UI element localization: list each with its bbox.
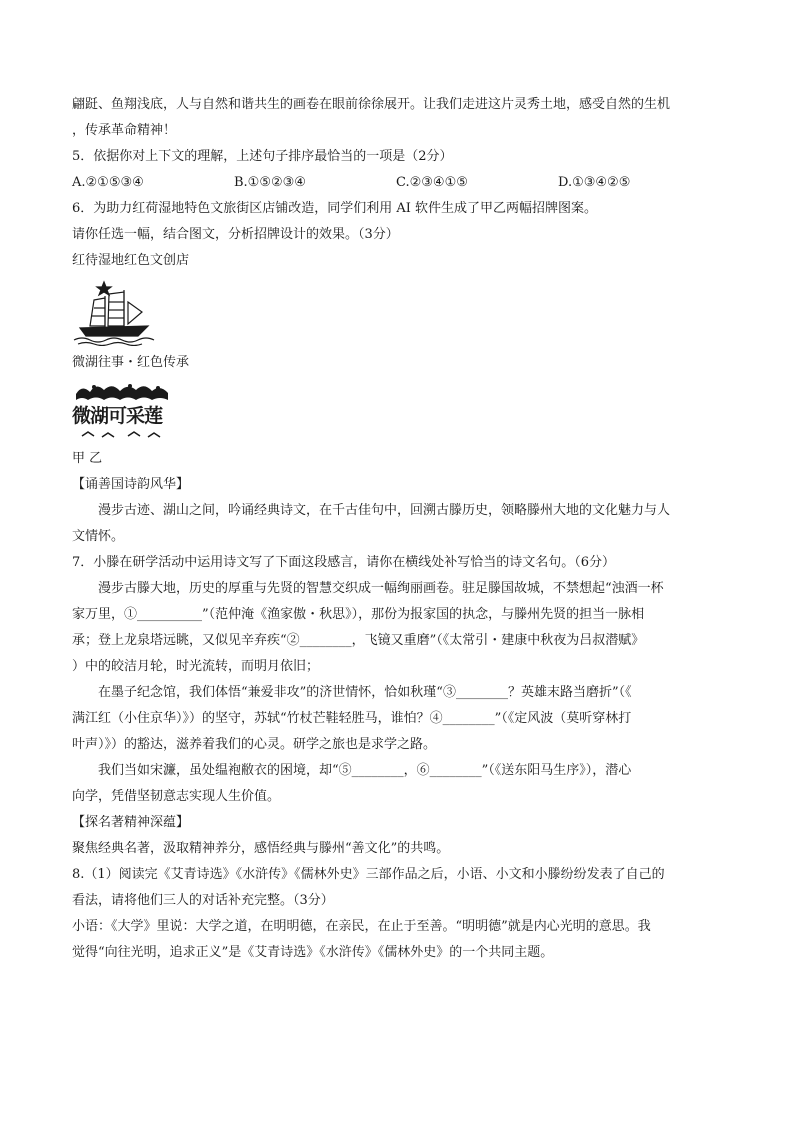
sign-yi-text: 微湖可采莲	[72, 405, 163, 427]
section-heading: 【诵善国诗韵风华】	[72, 477, 190, 492]
paragraph: 向学，凭借坚韧意志实现人生价值。	[72, 789, 281, 804]
section-heading: 【探名著精神深蕴】	[72, 815, 190, 830]
question-6-prompt: 请你任选一幅，结合图文，分析招牌设计的效果。（3分）	[72, 227, 399, 242]
text-line: ，传承革命精神！	[72, 123, 177, 138]
option-d: D.①③④②⑤	[558, 175, 631, 190]
paragraph: 叶声）》）的豁达，滋养着我们的心灵。研学之旅也是求学之路。	[72, 737, 437, 752]
sign-jia-image	[72, 278, 156, 346]
paragraph: 家万里，①__________”（范仲淹《渔家傲・秋思》），那份为报家国的执念，与滕州先贤的担当一脉相	[72, 607, 645, 622]
paragraph: 漫步古滕大地，历史的厚重与先贤的智慧交织成一幅绚丽画卷。驻足滕国故城，不禁想起“浊酒一杯	[98, 581, 664, 596]
paragraph: 聚焦经典名著，汲取精神养分，感悟经典与滕州“善文化”的共鸣。	[72, 841, 450, 856]
sign-jia-title: 红待湿地红色文创店	[72, 253, 190, 268]
paragraph: 我们当如宋濂，虽处缊袍敝衣的困境，却“⑤________，⑥________”（《送东阳马生序》），潜心	[98, 763, 632, 778]
option-c: C.②③④①⑤	[396, 175, 468, 190]
sign-yi-title: 微湖往事・红色传承	[72, 355, 190, 370]
paragraph: 觉得“向往光明，追求正义”是《艾青诗选》《水浒传》《儒林外史》的一个共同主题。	[72, 945, 554, 960]
sailboat-icon	[72, 278, 156, 346]
document-page	[72, 92, 726, 966]
option-a: A.②①⑤③④	[72, 175, 144, 190]
paragraph: 漫步古迹、湖山之间，吟诵经典诗文，在千古佳句中，回溯古滕历史，领略滕州大地的文化魅力与人	[98, 503, 671, 518]
question-8: 8.（1）阅读完《艾青诗选》《水浒传》《儒林外史》三部作品之后，小语、小文和小滕纷纷发表了自己的	[72, 867, 665, 882]
sign-yi-image	[72, 380, 172, 442]
paragraph: 小语：《大学》里说：大学之道，在明明德，在亲民，在止于至善。“明明德”就是内心光明的意思。我	[72, 919, 651, 934]
paragraph: 满江红（小住京华）》）的坚守，苏轼“竹杖芒鞋轻胜马，谁怕？④________”（《定风波（莫听穿林打	[72, 711, 632, 726]
text-line: 翩跹、鱼翔浅底，人与自然和谐共生的画卷在眼前徐徐展开。让我们走进这片灵秀土地，感受自然的生机	[72, 97, 671, 112]
question-6: 6．为助力红荷湿地特色文旅街区店铺改造，同学们利用 AI 软件生成了甲乙两幅招牌图案。	[72, 201, 598, 216]
paragraph: 在墨子纪念馆，我们体悟“兼爱非攻”的济世情怀，恰如秋瑾“③________？英雄末路当磨折”（《	[98, 685, 632, 700]
paragraph: ）中的皎洁月轮，时光流转，而明月依旧；	[72, 659, 320, 674]
sign-labels: 甲 乙	[72, 451, 103, 466]
question-8-prompt: 看法，请将他们三人的对话补充完整。（3分）	[72, 893, 334, 908]
question-5-options	[72, 170, 726, 196]
question-5: 5．依据你对上下文的理解，上述句子排序最恰当的一项是（2分）	[72, 149, 453, 164]
option-b: B.①⑤②③④	[234, 175, 306, 190]
paragraph: 文情怀。	[72, 529, 125, 544]
paragraph: 承；登上龙泉塔远眺，又似见辛弃疾“②________，飞镜又重磨”（《太常引・建康中秋夜为吕叔潜赋》	[72, 633, 645, 648]
question-7: 7．小滕在研学活动中运用诗文写了下面这段感言，请你在横线处补写恰当的诗文名句。（6分）	[72, 555, 616, 570]
